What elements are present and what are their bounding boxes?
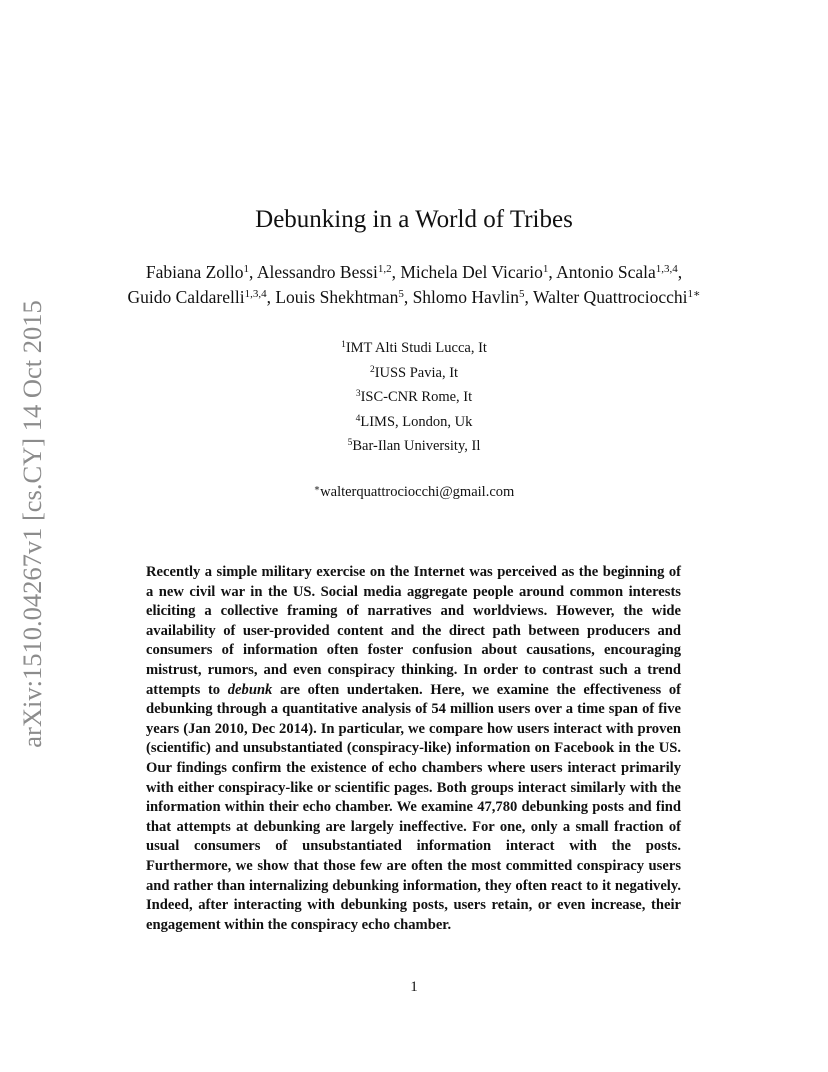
author-affiliation-mark: 1,3,4: [244, 287, 267, 300]
author-affiliation-mark: 5: [519, 287, 525, 300]
affiliation-list: [0, 336, 828, 459]
affiliation-text: LIMS, London, Uk: [360, 413, 473, 430]
paper-title: Debunking in a World of Tribes: [255, 206, 573, 233]
author-separator: ,: [524, 287, 533, 307]
affiliation-mark: 3: [355, 388, 361, 399]
abstract-text-part2: are often undertaken. Here, we examine the effectiveness of debunking through a quantitative analysis of 54 million users over a time span of five years (Jan 2010, Dec 2014). In particular, we compare how users interact with proven (scientific) and unsubstantiated (conspiracy-like) information on Facebook in the US. Our findings confirm the existence of echo chambers where users interact primarily with either conspiracy-like or scientific pages. Both groups interact similarly with the information within their echo chamber. We examine 47,780 debunking posts and find that attempts at debunking are largely ineffective. For one, only a small fraction of usual consumers of unsubstantiated information interact with the posts. Furthermore, we show that those few are often the most committed conspiracy users and rather than internalizing debunking information, they often react to it negatively. Indeed, after interacting with debunking posts, users retain, or even increase, their engagement within the conspiracy echo chamber.: [146, 681, 682, 933]
abstract-emphasis: debunk: [227, 681, 273, 698]
affiliation-text: IUSS Pavia, It: [374, 364, 459, 381]
affiliation-mark: 4: [355, 413, 361, 424]
author-separator: ,: [391, 262, 401, 282]
arxiv-identifier-text: arXiv:1510.04267v1 [cs.CY] 14 Oct 2015: [17, 300, 47, 748]
author-affiliation-mark: 5: [398, 287, 404, 300]
affiliation-mark: 2: [369, 364, 375, 375]
author-separator: ,: [403, 287, 413, 307]
author-affiliation-mark: 1: [542, 262, 549, 275]
author-name: Shlomo Havlin: [412, 287, 520, 307]
page-number: 1: [410, 979, 418, 995]
author-separator: ,: [266, 287, 276, 307]
affiliation-text: ISC-CNR Rome, It: [360, 389, 473, 405]
author-affiliation-mark: 1,3,4: [655, 262, 678, 275]
email-address: walterquattrociocchi@gmail.com: [320, 484, 515, 500]
author-separator: ,: [548, 262, 557, 282]
author-name: Antonio Scala: [556, 262, 656, 282]
author-name: Michela Del Vicario: [400, 262, 543, 282]
author-line-2: [60, 285, 768, 310]
affiliation: [0, 336, 828, 361]
affiliation-text: Bar-Ilan University, Il: [352, 438, 481, 454]
affiliation: [0, 385, 828, 410]
affiliation-mark: 5: [347, 437, 353, 448]
author-name: Walter Quattrociocchi: [532, 287, 688, 307]
affiliation-text: IMT Alti Studi Lucca, It: [345, 340, 487, 356]
author-name: Fabiana Zollo: [145, 262, 244, 282]
author-affiliation-mark: 1: [243, 262, 250, 275]
abstract: [146, 563, 681, 935]
affiliation: [0, 434, 828, 459]
author-name: Louis Shekhtman: [275, 287, 399, 307]
author-separator: ,: [677, 262, 683, 282]
author-name: Guido Caldarelli: [127, 287, 245, 307]
email-mark: ∗: [313, 483, 321, 494]
author-separator: ,: [249, 262, 257, 282]
abstract-text-part1: Recently a simple military exercise on the Internet was perceived as the beginning of a new civil war in the US. Social media aggregate people around common interests eliciting a collective framing of narratives and worldviews. However, the wide availability of user-provided content and the direct path between producers and consumers of information often foster confusion about causations, encouraging mistrust, rumors, and even conspiracy thinking. In order to contrast such a trend attempts to: [146, 564, 681, 698]
author-affiliation-mark: 1∗: [687, 287, 701, 300]
abstract-paragraph: [146, 563, 681, 935]
affiliation: [0, 410, 828, 435]
affiliation-mark: 1: [341, 339, 346, 350]
corresponding-email: [0, 481, 828, 503]
author-name: Alessandro Bessi: [256, 262, 378, 282]
author-line-1: [60, 260, 768, 285]
author-list: [60, 260, 768, 310]
author-affiliation-mark: 1,2: [377, 262, 392, 275]
affiliation: [0, 361, 828, 386]
